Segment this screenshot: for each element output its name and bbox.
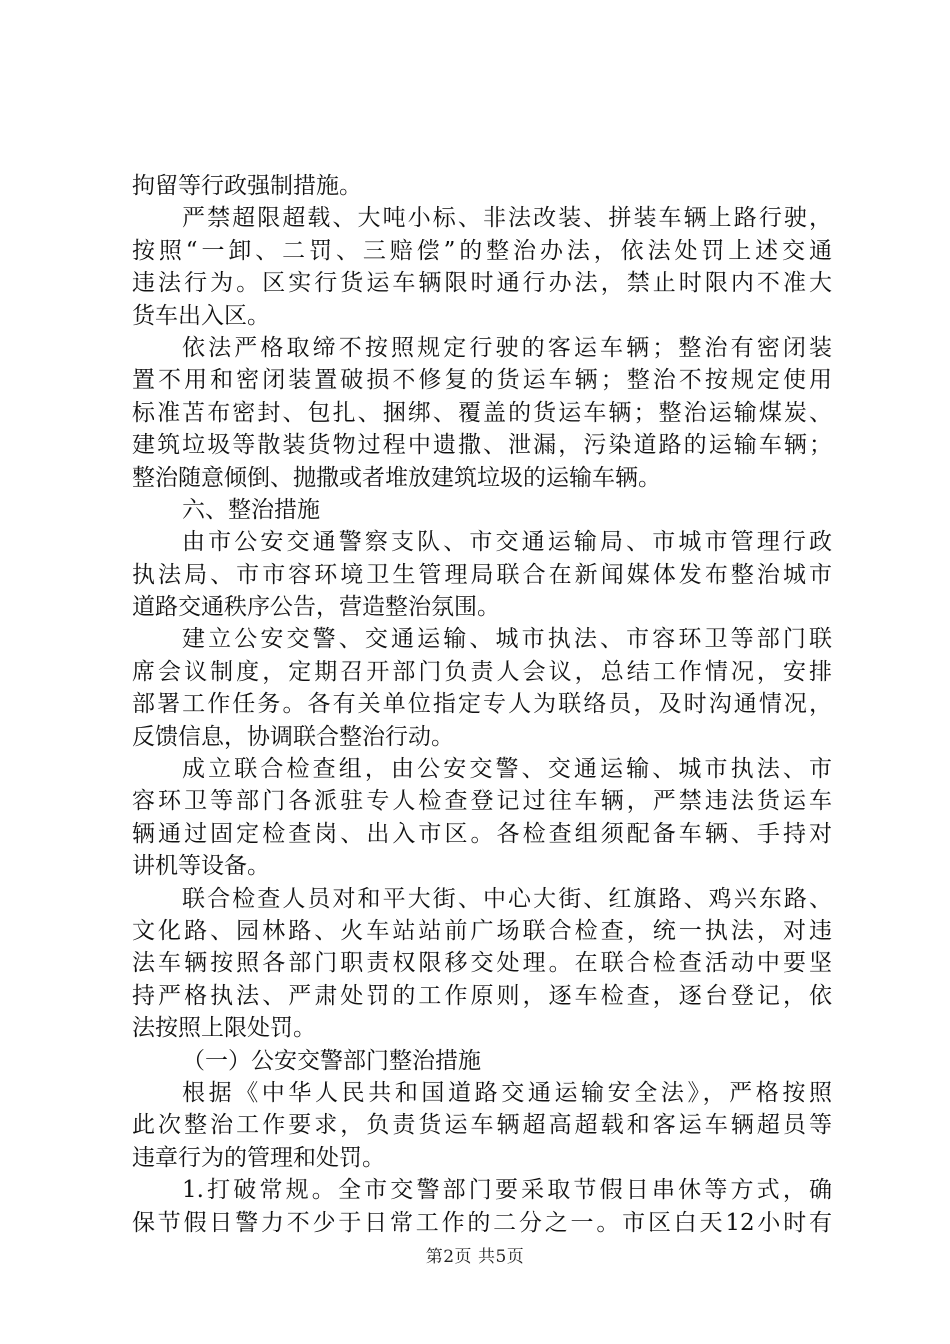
paragraph-line: 违法行为。区实行货运车辆限时通行办法，禁止时限内不准大 — [132, 270, 832, 297]
paragraph-line: 道路交通秩序公告，营造整治氛围。 — [132, 594, 500, 621]
paragraph-line: 反馈信息，协调联合整治行动。 — [132, 723, 454, 750]
section-heading: 六、整治措施 — [182, 496, 320, 523]
paragraph-line: 1.打破常规。全市交警部门要采取节假日串休等方式，确 — [182, 1177, 832, 1204]
paragraph-line: 成立联合检查组，由公安交警、交通运输、城市执法、市 — [182, 756, 832, 783]
document-body — [132, 170, 832, 1239]
paragraph-line: 货车出入区。 — [132, 302, 270, 329]
paragraph-line: 部署工作任务。各有关单位指定专人为联络员，及时沟通情况， — [132, 691, 832, 718]
paragraph-line: 根据《中华人民共和国道路交通运输安全法》，严格按照 — [182, 1079, 832, 1106]
paragraph-line: 辆通过固定检查岗、出入市区。各检查组须配备车辆、手持对 — [132, 820, 832, 847]
paragraph-line: 违章行为的管理和处罚。 — [132, 1144, 385, 1171]
paragraph-line: 拘留等行政强制措施。 — [132, 173, 362, 199]
paragraph-line: 讲机等设备。 — [132, 853, 270, 880]
paragraph-line: 按照“一卸、二罚、三赔偿”的整治办法，依法处罚上述交通 — [132, 237, 832, 264]
paragraph-line: 依法严格取缔不按照规定行驶的客运车辆；整治有密闭装 — [182, 334, 832, 361]
paragraph-line: 严禁超限超载、大吨小标、非法改装、拼装车辆上路行驶， — [182, 205, 832, 232]
paragraph-line: 法车辆按照各部门职责权限移交处理。在联合检查活动中要坚 — [132, 950, 832, 977]
paragraph-line: 执法局、市市容环境卫生管理局联合在新闻媒体发布整治城市 — [132, 561, 832, 588]
paragraph-line: 法按照上限处罚。 — [132, 1015, 316, 1042]
paragraph-line: 置不用和密闭装置破损不修复的货运车辆；整治不按规定使用 — [132, 367, 832, 394]
paragraph-line: 由市公安交通警察支队、市交通运输局、市城市管理行政 — [182, 529, 832, 556]
paragraph-line: 文化路、园林路、火车站站前广场联合检查，统一执法，对违 — [132, 917, 832, 944]
section-heading: （一）公安交警部门整治措施 — [182, 1047, 481, 1074]
paragraph-line: 容环卫等部门各派驻专人检查登记过往车辆，严禁违法货运车 — [132, 788, 832, 815]
page-footer: 第2页 共5页 — [425, 1247, 525, 1267]
paragraph-line: 建筑垃圾等散装货物过程中遗撒、泄漏，污染道路的运输车辆； — [132, 432, 832, 459]
paragraph-line: 建立公安交警、交通运输、城市执法、市容环卫等部门联 — [182, 626, 832, 653]
paragraph-line: 持严格执法、严肃处罚的工作原则，逐车检查，逐台登记，依 — [132, 982, 832, 1009]
paragraph-line: 整治随意倾倒、抛撒或者堆放建筑垃圾的运输车辆。 — [132, 464, 661, 491]
paragraph-line: 席会议制度，定期召开部门负责人会议，总结工作情况，安排 — [132, 658, 832, 685]
paragraph-line: 联合检查人员对和平大街、中心大街、红旗路、鸡兴东路、 — [182, 885, 832, 912]
paragraph-line: 保节假日警力不少于日常工作的二分之一。市区白天12小时有 — [132, 1209, 832, 1236]
paragraph-line: 此次整治工作要求，负责货运车辆超高超载和客运车辆超员等 — [132, 1112, 832, 1139]
paragraph-line: 标准苫布密封、包扎、捆绑、覆盖的货运车辆；整治运输煤炭、 — [132, 399, 832, 426]
